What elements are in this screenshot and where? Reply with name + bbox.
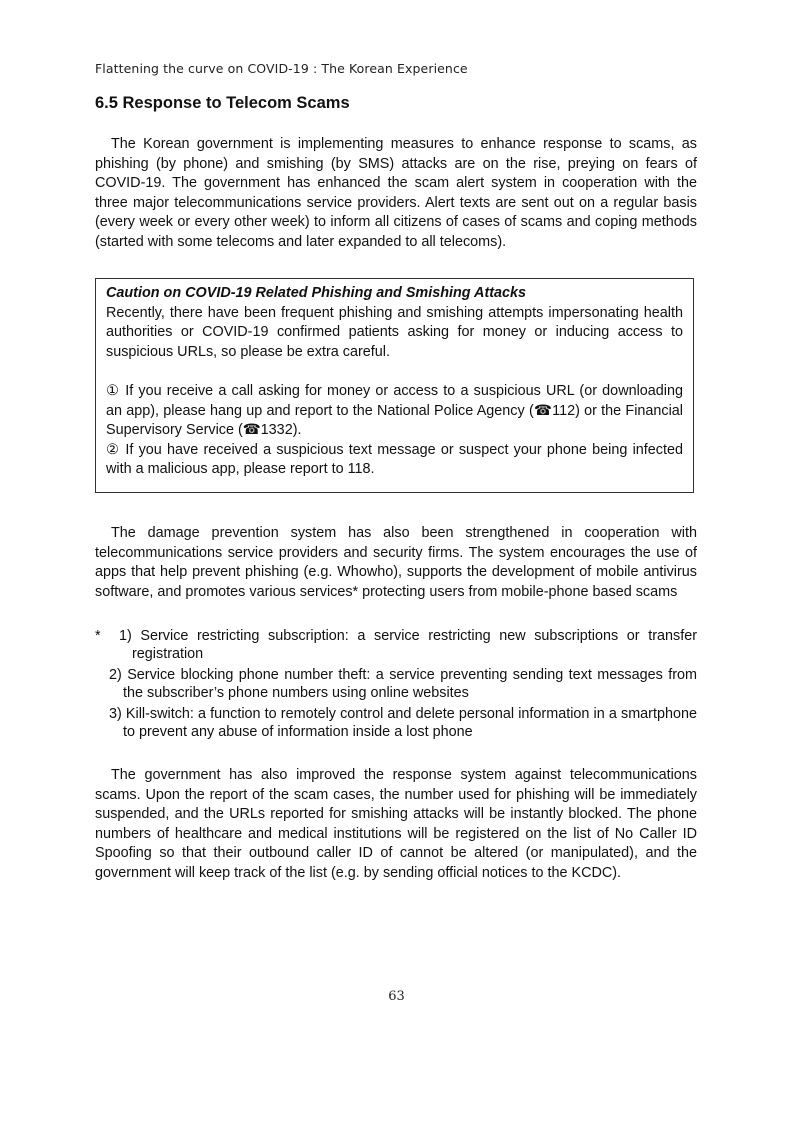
footnote-asterisk: * (95, 628, 101, 644)
page-number: 63 (388, 989, 405, 1004)
government-response-paragraph: The government has also improved the response system against telecommunications scams. Upon the report of the scam cases, the number used for phishing will be immediately suspended, and the URLs reported for smishing attacks will be instantly blocked. The phone numbers of healthcare and medical institutions will be registered on the list of No Caller ID Spoofing so that their outbound caller ID of cannot be altered (or manipulated), and the government will keep track of the list (e.g. by sending official notices to the KCDC). (95, 767, 697, 881)
caution-item-1: ① If you receive a call asking for money or access to a suspicious URL (or downloading an app), please hang up and report to the National Police Agency (☎112) or the Financial Supervisory Service (☎1332). (106, 382, 683, 439)
intro-paragraph: The Korean government is implementing measures to enhance response to scams, as phishing (by phone) and smishing (by SMS) attacks are on the rise, preying on fears of COVID-19. The government has enhanced the scam alert system in cooperation with the three major telecommunications service providers. Alert texts are sent out on a regular basis (every week or every other week) to inform all citizens of cases of scams and coping methods (started with some telecoms and later expanded to all telecoms). (95, 136, 697, 250)
services-note-text: 3) Kill-switch: a function to remotely control and delete personal information in a smartphone to prevent any abuse of information inside a lost phone (109, 706, 697, 740)
services-note-item (95, 706, 697, 741)
services-note-item (95, 667, 697, 702)
services-footnote-list (95, 628, 697, 745)
caution-title: Caution on COVID-19 Related Phishing and Smishing Attacks (106, 285, 527, 301)
running-header: Flattening the curve on COVID-19 : The Korean Experience (95, 61, 468, 76)
services-note-text: 1) Service restricting subscription: a service restricting new subscriptions or transfer registration (119, 628, 697, 662)
caution-item-2: ② If you have received a suspicious text message or suspect your phone being infected with a malicious app, please report to 118. (106, 441, 683, 478)
caution-intro: Recently, there have been frequent phishing and smishing attempts impersonating health authorities or COVID-19 confirmed patients asking for money or inducing access to suspicious URLs, so please be extra careful. (106, 304, 683, 360)
caution-box (95, 278, 694, 493)
services-note-item (95, 628, 697, 663)
damage-prevention-paragraph: The damage prevention system has also been strengthened in cooperation with telecommunications service providers and security firms. The system encourages the use of apps that help prevent phishing (e.g. Whowho), supports the development of mobile antivirus software, and promotes various services* protecting users from mobile-phone based scams (95, 525, 697, 600)
section-title: 6.5 Response to Telecom Scams (95, 94, 350, 112)
services-note-text: 2) Service blocking phone number theft: a service preventing sending text messages from the subscriber’s phone numbers using online websites (109, 667, 697, 701)
